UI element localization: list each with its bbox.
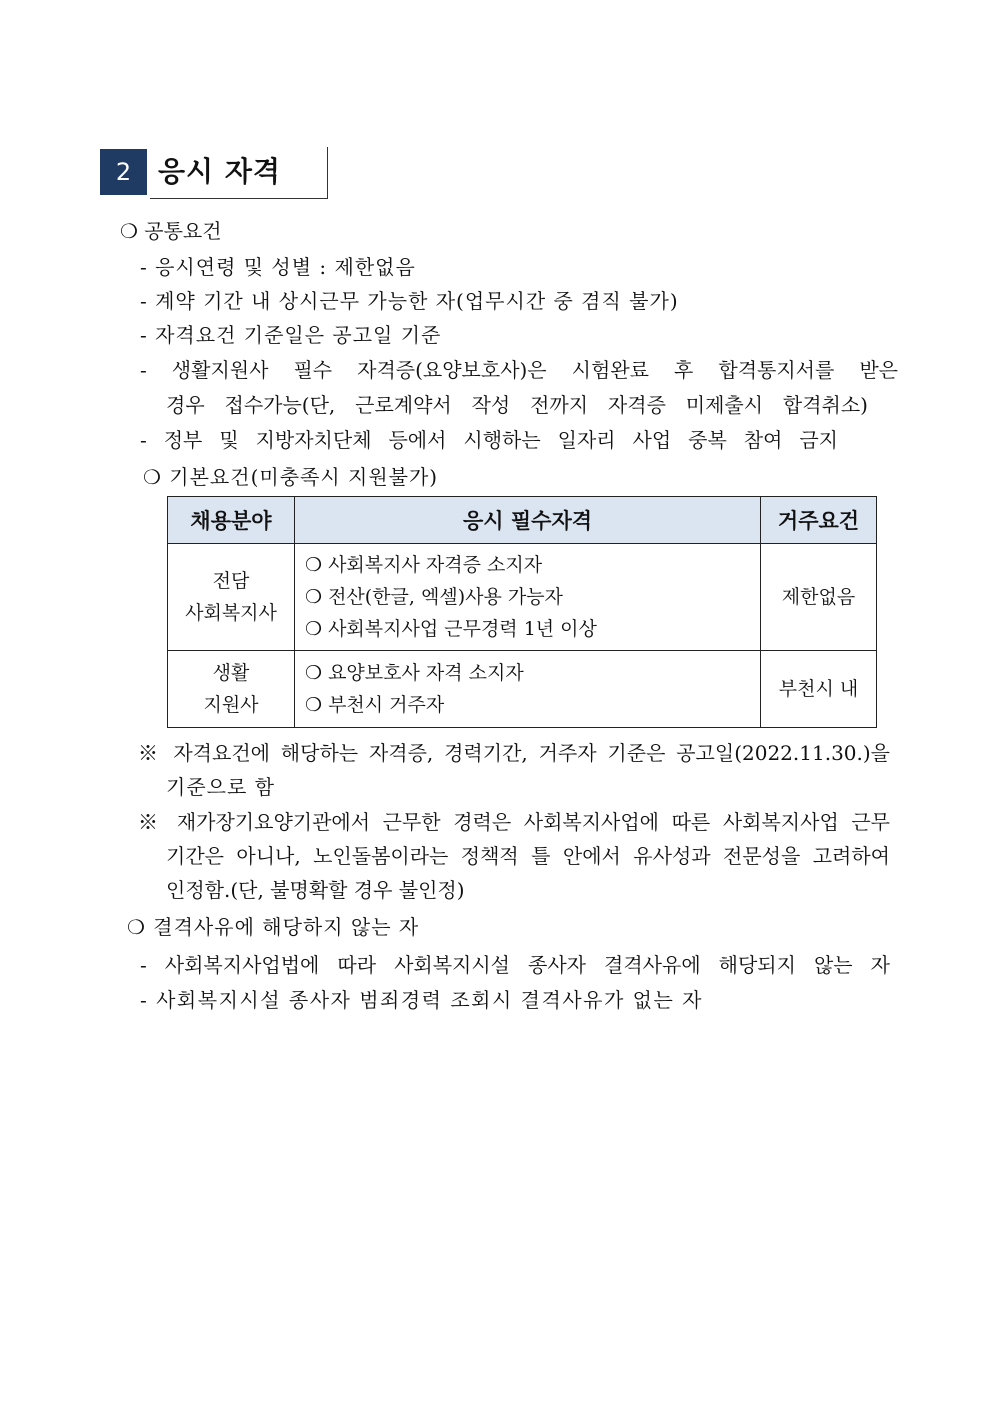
section-header-rule-bottom — [150, 198, 328, 199]
basic-requirements-heading: ❍ 기본요건(미충족시 지원불가) — [143, 465, 439, 489]
note-reference-date: ※ 자격요건에 해당하는 자격증, 경력기간, 거주자 기준은 공고일(2022.11.30.)을 — [138, 741, 890, 765]
header-residence: 거주요건 — [761, 497, 877, 544]
field-cell — [168, 651, 295, 728]
table-row — [168, 651, 877, 728]
requirements-table — [167, 496, 877, 728]
qualification-item: ❍ 사회복지사 자격증 소지자 — [305, 554, 543, 576]
section-header-rule-right — [327, 147, 328, 199]
section-header — [100, 147, 328, 199]
table-header-row — [168, 497, 877, 544]
note-reference-date-cont: 기준으로 함 — [166, 775, 275, 799]
note-home-care-career-cont: 기간은 아니나, 노인돌봄이라는 정책적 틀 안에서 유사성과 전문성을 고려하여 — [166, 844, 890, 868]
header-qualification: 응시 필수자격 — [295, 497, 761, 544]
field-line: 전담 — [212, 570, 250, 592]
residence-cell: 부천시 내 — [761, 651, 877, 728]
qualification-item: ❍ 사회복지사업 근무경력 1년 이상 — [305, 618, 597, 640]
disqualification-item: - 사회복지시설 종사자 범죄경력 조회시 결격사유가 없는 자 — [140, 988, 703, 1012]
common-requirements-heading: ❍ 공통요건 — [120, 219, 222, 243]
section-title: 응시 자격 — [158, 155, 281, 188]
table-row — [168, 544, 877, 651]
field-cell — [168, 544, 295, 651]
common-item-certificate-cont: 경우 접수가능(단, 근로계약서 작성 전까지 자격증 미제출시 합격취소) — [166, 393, 868, 417]
field-line: 지원사 — [203, 694, 259, 716]
field-line: 생활 — [212, 662, 250, 684]
qualification-item: ❍ 부천시 거주자 — [305, 694, 445, 716]
common-item-reference-date: - 자격요건 기준일은 공고일 기준 — [140, 323, 442, 347]
field-line: 사회복지사 — [185, 602, 277, 624]
common-item-age-gender: - 응시연령 및 성별 : 제한없음 — [140, 255, 416, 279]
qualification-cell — [295, 651, 761, 728]
note-home-care-career: ※ 재가장기요양기관에서 근무한 경력은 사회복지사업에 따른 사회복지사업 근무 — [138, 810, 890, 834]
section-number-badge: 2 — [100, 149, 147, 195]
disqualification-heading: ❍ 결격사유에 해당하지 않는 자 — [127, 915, 420, 939]
header-field: 채용분야 — [168, 497, 295, 544]
residence-cell: 제한없음 — [761, 544, 877, 651]
common-item-certificate: - 생활지원사 필수 자격증(요양보호사)은 시험완료 후 합격통지서를 받은 — [140, 358, 898, 382]
qualification-item: ❍ 전산(한글, 엑셀)사용 가능자 — [305, 586, 563, 608]
disqualification-item: - 사회복지사업법에 따라 사회복지시설 종사자 결격사유에 해당되지 않는 자 — [140, 953, 890, 977]
common-item-duplicate-ban: - 정부 및 지방자치단체 등에서 시행하는 일자리 사업 중복 참여 금지 — [140, 428, 838, 452]
common-item-fulltime: - 계약 기간 내 상시근무 가능한 자(업무시간 중 겸직 불가) — [140, 289, 679, 313]
note-home-care-career-cont: 인정함.(단, 불명확할 경우 불인정) — [166, 878, 465, 902]
qualification-cell — [295, 544, 761, 651]
qualification-item: ❍ 요양보호사 자격 소지자 — [305, 662, 524, 684]
